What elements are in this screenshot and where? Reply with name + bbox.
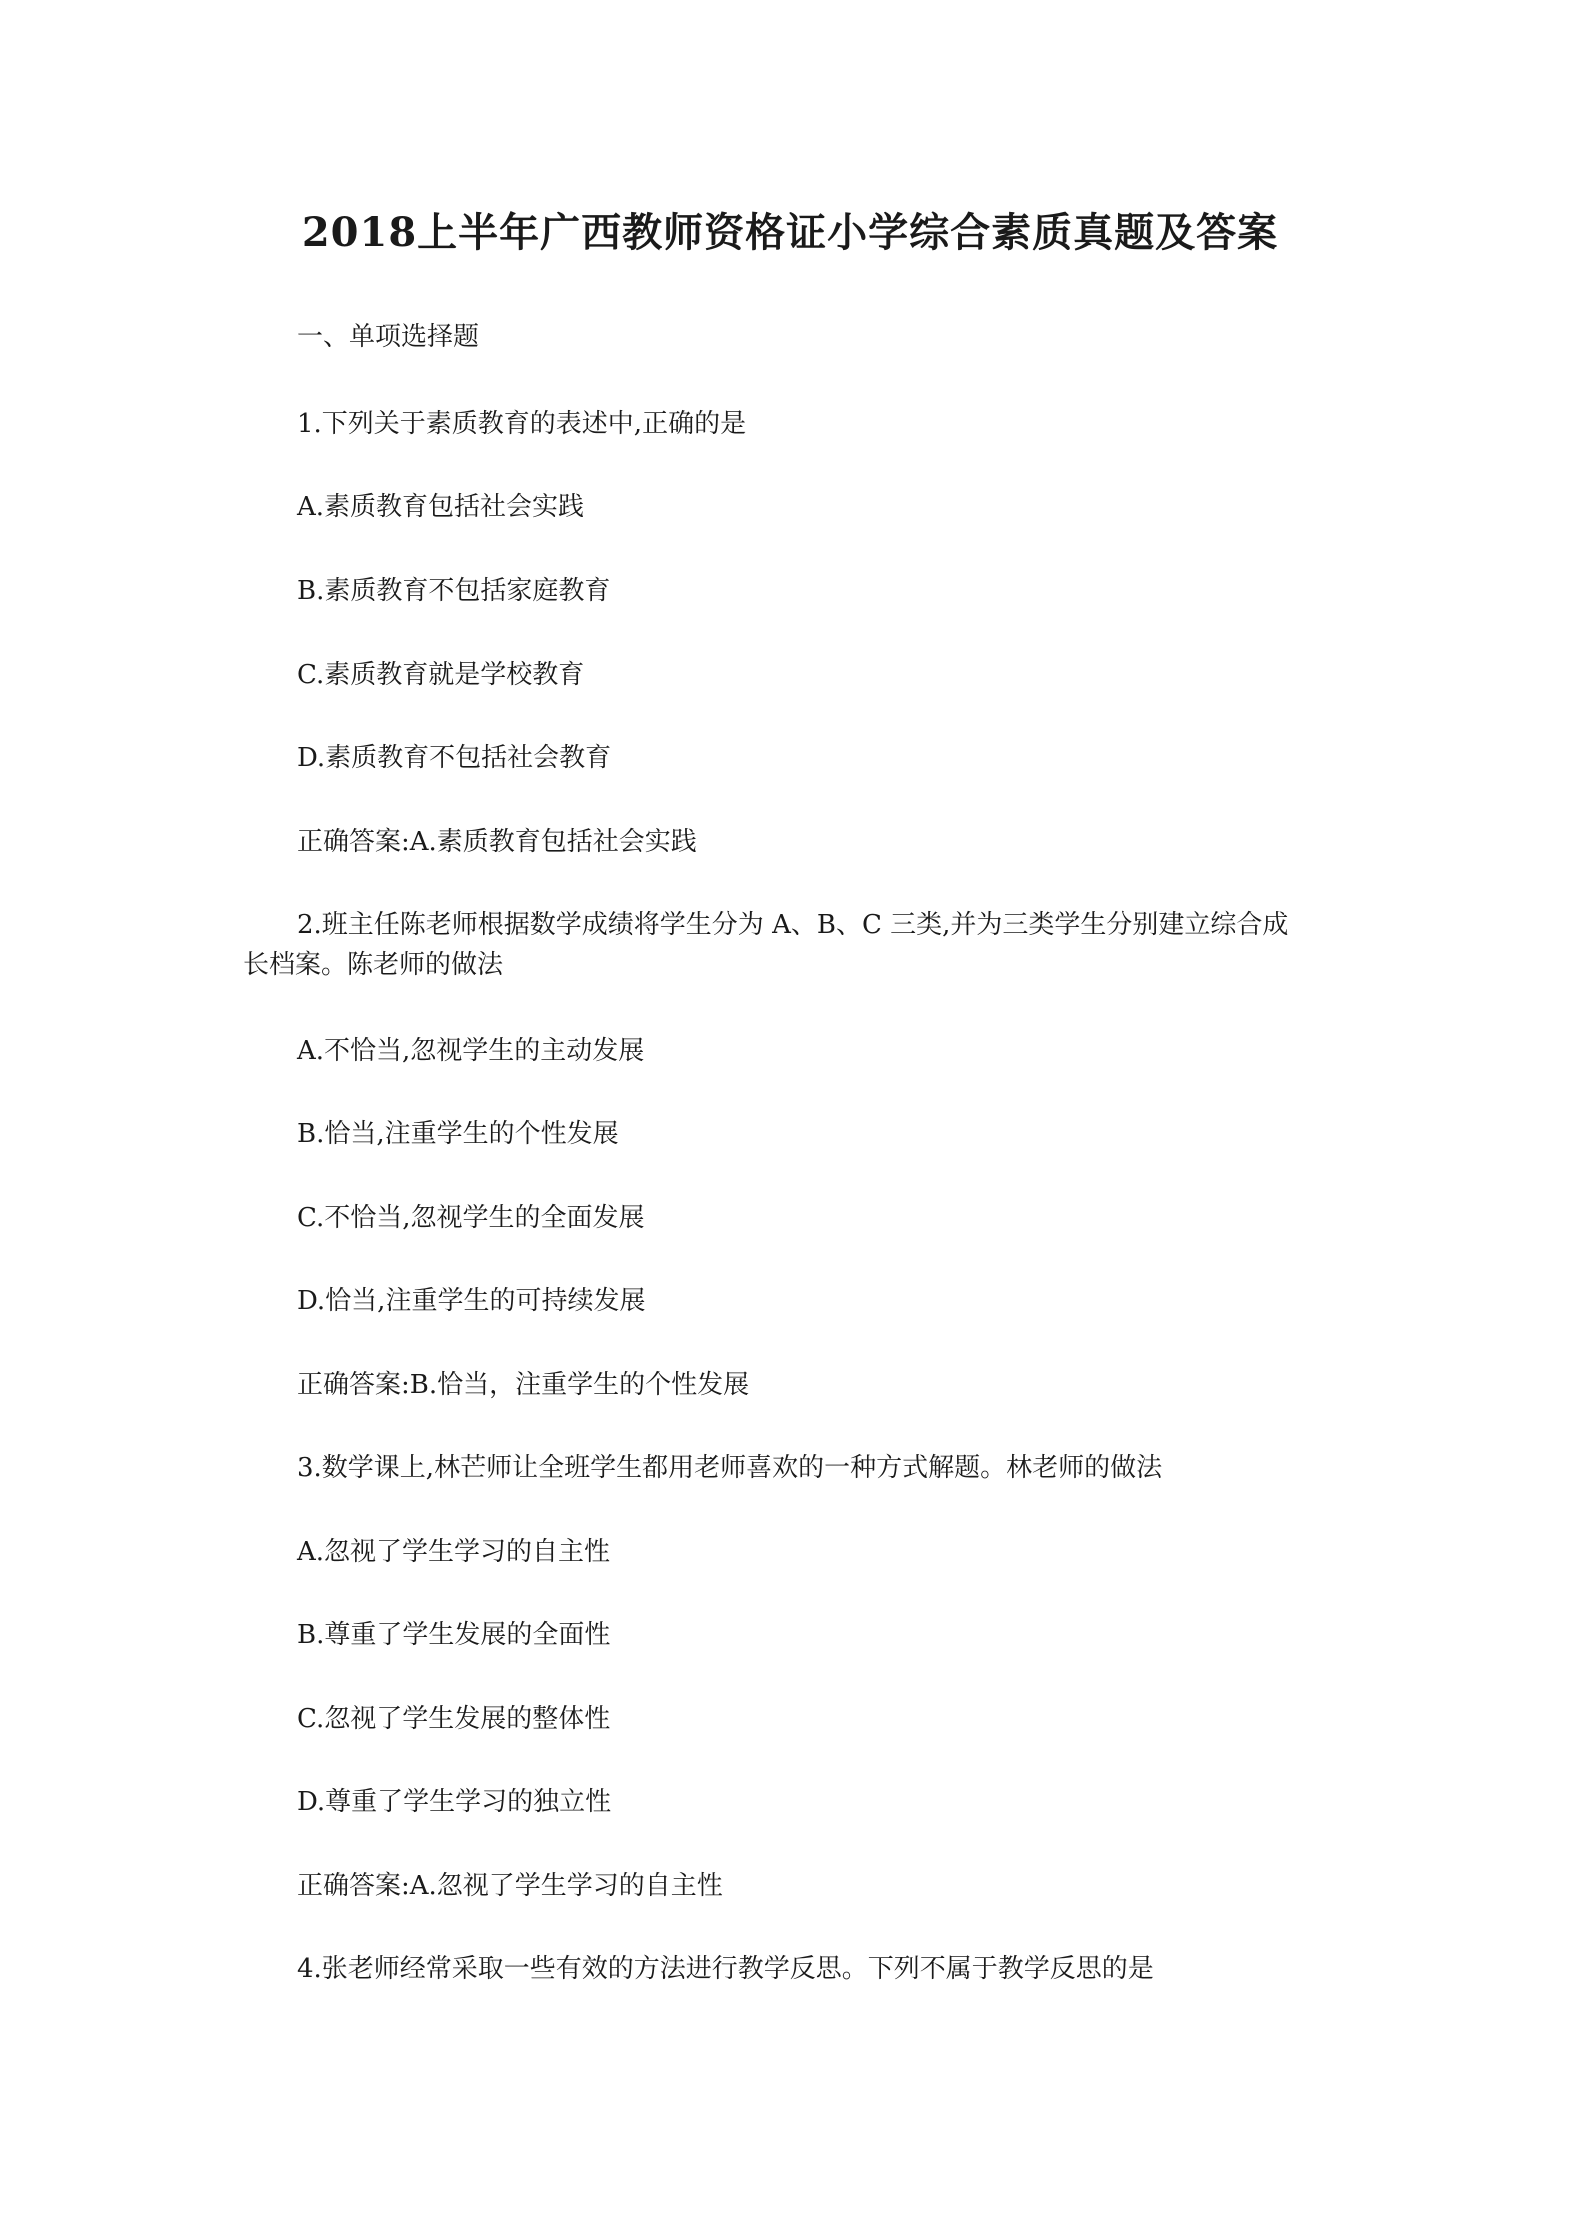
question-1-answer: 正确答案:A.素质教育包括社会实践 xyxy=(297,827,697,857)
question-1-option-c: C.素质教育就是学校教育 xyxy=(297,660,585,690)
question-3-option-b: B.尊重了学生发展的全面性 xyxy=(297,1620,611,1650)
question-3-answer: 正确答案:A.忽视了学生学习的自主性 xyxy=(297,1871,723,1901)
question-2-option-a: A.不恰当,忽视学生的主动发展 xyxy=(297,1036,645,1066)
question-2-option-c: C.不恰当,忽视学生的全面发展 xyxy=(297,1203,645,1233)
question-3-stem: 3.数学课上,林芒师让全班学生都用老师喜欢的一种方式解题。林老师的做法 xyxy=(297,1453,1163,1483)
question-1-option-b: B.素质教育不包括家庭教育 xyxy=(297,576,611,606)
question-4-stem: 4.张老师经常采取一些有效的方法进行教学反思。下列不属于教学反思的是 xyxy=(297,1954,1154,1984)
question-3-option-d: D.尊重了学生学习的独立性 xyxy=(297,1787,612,1817)
question-1-stem: 1.下列关于素质教育的表述中,正确的是 xyxy=(297,409,747,439)
question-2-stem xyxy=(243,905,1357,985)
question-2-option-d: D.恰当,注重学生的可持续发展 xyxy=(297,1286,646,1316)
question-2-stem-line-2: 长档案。陈老师的做法 xyxy=(243,950,504,980)
question-2-stem-line-1: 2.班主任陈老师根据数学成绩将学生分为 A、B、C 三类,并为三类学生分别建立综合成 xyxy=(297,910,1289,940)
question-2-option-b: B.恰当,注重学生的个性发展 xyxy=(297,1119,619,1149)
question-1-option-a: A.素质教育包括社会实践 xyxy=(297,492,585,522)
question-3-option-c: C.忽视了学生发展的整体性 xyxy=(297,1704,611,1734)
question-3-option-a: A.忽视了学生学习的自主性 xyxy=(297,1537,611,1567)
document-title: 2018上半年广西教师资格证小学综合素质真题及答案 xyxy=(301,209,1279,256)
question-1-option-d: D.素质教育不包括社会教育 xyxy=(297,743,612,773)
question-2-answer: 正确答案:B.恰当，注重学生的个性发展 xyxy=(297,1370,750,1400)
section-heading: 一、单项选择题 xyxy=(297,322,480,352)
